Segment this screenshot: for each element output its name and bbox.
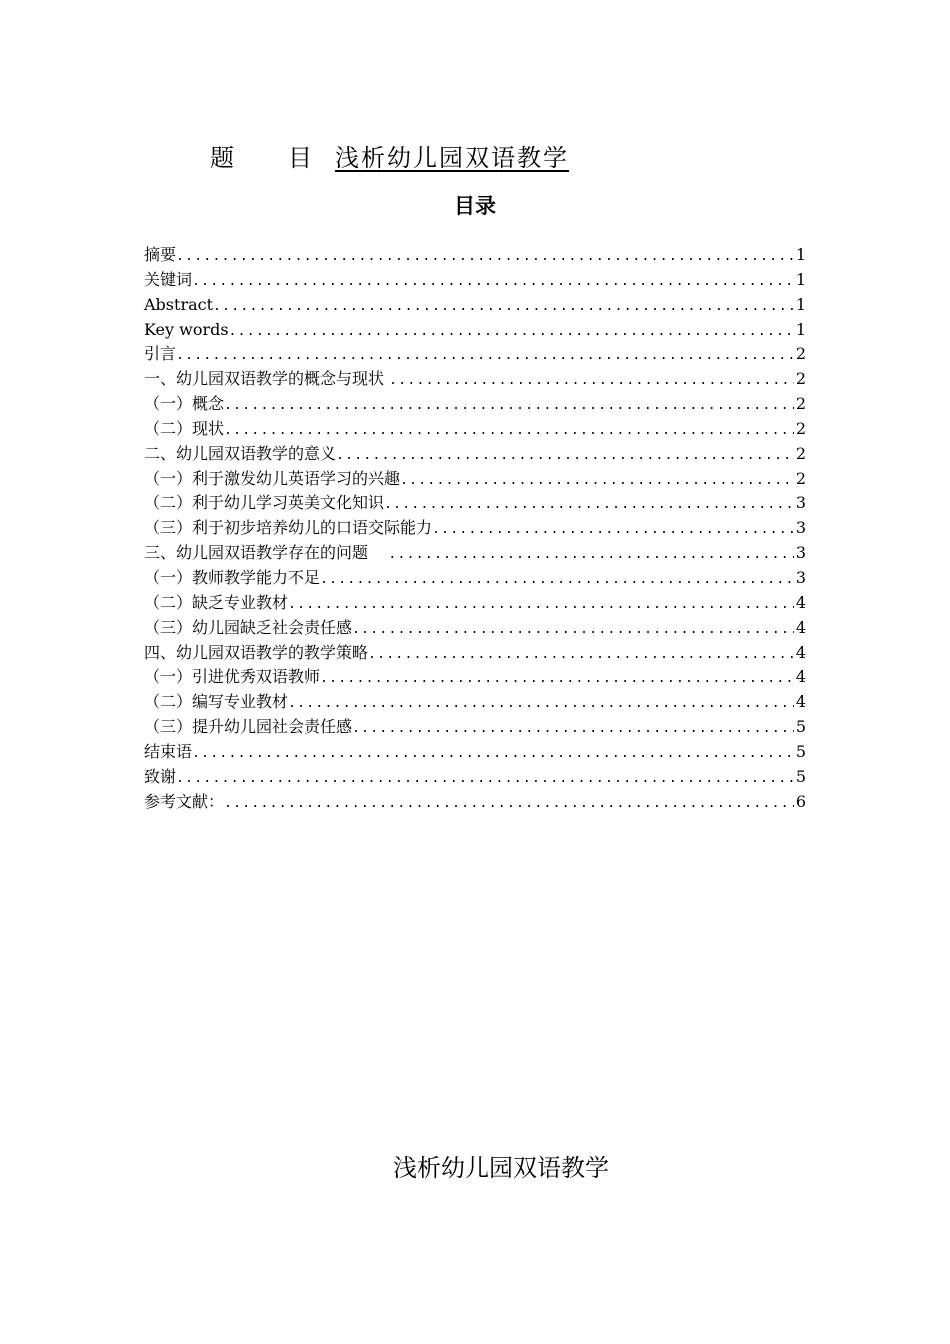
table-of-contents	[144, 243, 806, 814]
toc-entry-label: （一）教师教学能力不足	[144, 567, 321, 587]
toc-entry-label: Key words	[144, 319, 229, 339]
toc-entry-label: （二）现状	[144, 418, 225, 438]
toc-entry-page: 2	[795, 418, 806, 438]
toc-entry-label: （三）幼儿园缺乏社会责任感	[144, 617, 353, 637]
toc-entry[interactable]	[144, 740, 806, 765]
toc-leader-dots	[288, 593, 794, 617]
toc-entry-page: 4	[795, 692, 806, 712]
toc-entry-page: 2	[795, 369, 806, 389]
toc-entry-page: 1	[795, 245, 806, 264]
toc-entry[interactable]	[144, 790, 806, 815]
toc-entry[interactable]	[144, 243, 806, 268]
toc-leader-dots	[320, 568, 794, 592]
toc-entry-label: 一、幼儿园双语教学的概念与现状	[144, 369, 390, 389]
toc-entry-page: 3	[795, 518, 806, 538]
toc-entry[interactable]	[144, 715, 806, 740]
toc-entry-label: 二、幼儿园双语教学的意义	[144, 443, 337, 463]
toc-leader-dots	[352, 618, 794, 642]
toc-entry[interactable]	[144, 541, 806, 566]
toc-entry[interactable]	[144, 641, 806, 666]
toc-entry[interactable]	[144, 342, 806, 367]
toc-entry-page: 2	[795, 394, 806, 414]
toc-entry-label: （三）利于初步培养幼儿的口语交际能力	[144, 518, 433, 538]
document-title-row	[210, 138, 569, 170]
toc-entry-page: 2	[795, 468, 806, 488]
toc-entry-label: 引言	[144, 344, 177, 364]
toc-entry[interactable]	[144, 268, 806, 293]
toc-entry-label: 结束语	[144, 741, 193, 761]
toc-entry[interactable]	[144, 516, 806, 541]
toc-entry-page: 2	[795, 344, 806, 364]
toc-leader-dots	[229, 320, 794, 344]
toc-entry[interactable]	[144, 442, 806, 467]
toc-entry-label: Abstract	[144, 294, 214, 314]
toc-leader-dots	[224, 419, 794, 443]
toc-leader-dots	[224, 792, 794, 816]
toc-entry[interactable]	[144, 417, 806, 442]
toc-entry-label: 三、幼儿园双语教学存在的问题	[144, 543, 389, 563]
toc-entry[interactable]	[144, 566, 806, 591]
toc-entry-page: 5	[795, 741, 806, 761]
toc-leader-dots	[192, 270, 794, 294]
toc-leader-dots	[320, 667, 794, 691]
toc-entry-page: 4	[795, 667, 806, 687]
toc-leader-dots	[192, 742, 794, 766]
toc-entry-page: 1	[795, 319, 806, 339]
toc-leader-dots	[213, 295, 794, 319]
title-label-char-2: 目	[288, 144, 312, 172]
toc-leader-dots	[388, 543, 793, 567]
toc-leader-dots	[384, 493, 794, 517]
toc-entry[interactable]	[144, 616, 806, 641]
toc-entry-page: 3	[795, 543, 806, 563]
toc-leader-dots	[288, 692, 794, 716]
toc-entry-page: 3	[795, 493, 806, 513]
toc-leader-dots	[224, 394, 794, 418]
body-title: 浅析幼儿园双语教学	[393, 1154, 609, 1182]
toc-leader-dots	[176, 245, 794, 269]
toc-entry-page: 5	[795, 717, 806, 737]
toc-entry[interactable]	[144, 491, 806, 516]
toc-leader-dots	[176, 344, 794, 368]
toc-entry-label: （一）概念	[144, 394, 225, 414]
toc-entry[interactable]	[144, 665, 806, 690]
toc-leader-dots	[352, 717, 794, 741]
toc-entry[interactable]	[144, 367, 806, 392]
toc-leader-dots	[389, 369, 794, 393]
toc-entry[interactable]	[144, 765, 806, 790]
toc-entry-page: 4	[795, 592, 806, 612]
toc-entry-label: 关键词	[144, 269, 193, 289]
toc-entry-label: 摘要	[144, 245, 177, 264]
toc-entry-page: 6	[795, 791, 806, 811]
toc-leader-dots	[400, 469, 794, 493]
toc-entry-label: （二）编写专业教材	[144, 692, 289, 712]
toc-entry-page: 4	[795, 617, 806, 637]
toc-leader-dots	[368, 643, 794, 667]
toc-entry-page: 1	[795, 269, 806, 289]
toc-entry[interactable]	[144, 591, 806, 616]
toc-entry-label: 四、幼儿园双语教学的教学策略	[144, 642, 369, 662]
toc-entry-label: 参考文献：	[144, 791, 225, 811]
toc-entry[interactable]	[144, 690, 806, 715]
title-label-char-1: 题	[210, 144, 234, 172]
toc-leader-dots	[176, 767, 794, 791]
toc-leader-dots	[336, 444, 794, 468]
toc-entry-label: （二）利于幼儿学习英美文化知识	[144, 493, 385, 513]
toc-entry-label: （一）引进优秀双语教师	[144, 667, 321, 687]
toc-entry-label: （二）缺乏专业教材	[144, 592, 289, 612]
toc-entry[interactable]	[144, 467, 806, 492]
toc-entry-label: （一）利于激发幼儿英语学习的兴趣	[144, 468, 401, 488]
title-value: 浅析幼儿园双语教学	[335, 144, 569, 172]
toc-entry-page: 1	[795, 294, 806, 314]
title-label	[210, 138, 335, 173]
toc-entry[interactable]	[144, 392, 806, 417]
toc-entry-label: 致谢	[144, 766, 177, 786]
toc-heading: 目录	[454, 194, 496, 218]
toc-entry-page: 3	[795, 567, 806, 587]
toc-entry-page: 2	[795, 443, 806, 463]
toc-leader-dots	[432, 518, 794, 542]
toc-entry-page: 4	[795, 642, 806, 662]
toc-entry-page: 5	[795, 766, 806, 786]
toc-entry[interactable]	[144, 318, 806, 343]
toc-entry-label: （三）提升幼儿园社会责任感	[144, 717, 353, 737]
toc-entry[interactable]	[144, 293, 806, 318]
